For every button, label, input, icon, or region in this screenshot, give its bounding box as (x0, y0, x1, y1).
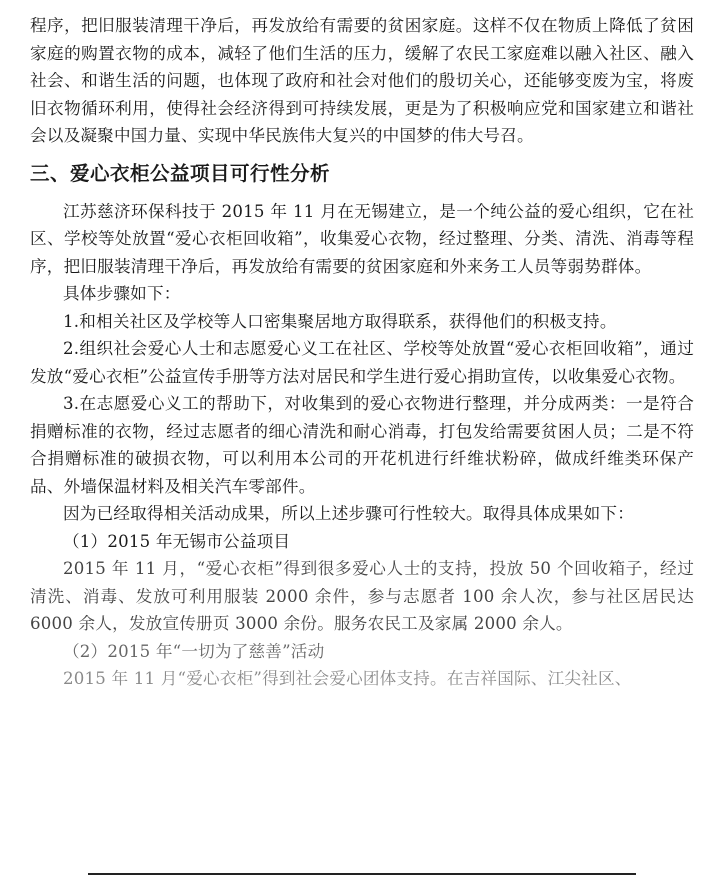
paragraph-step-2: 2.组织社会爱心人士和志愿爱心义工在社区、学校等处放置“爱心衣柜回收箱”，通过发放“爱心衣柜”公益宣传手册等方法对居民和学生进行爱心捐助宣传，以收集爱心衣物。 (30, 339, 694, 386)
paragraph-result-2-body: 2015 年 11 月“爱心衣柜”得到社会爱心团体支持。在吉祥国际、江尖社区、 (63, 669, 632, 688)
paragraph-result-1-title: （1）2015 年无锡市公益项目 (63, 531, 291, 551)
paragraph-organization: 江苏慈济环保科技于 2015 年 11 月在无锡建立，是一个纯公益的爱心组织，它在社区、学校等处放置“爱心衣柜回收箱”，收集爱心衣物，经过整理、分类、清洗、消毒等程序，把旧服装清理干净后，再发放给有需要的贫困家庭和外来务工人员等弱势群体。 (30, 201, 694, 276)
paragraph-results-intro: 因为已经取得相关活动成果，所以上述步骤可行性较大。取得具体成果如下： (63, 504, 634, 523)
document-page (30, 12, 694, 693)
paragraph-steps-intro: 具体步骤如下： (63, 284, 181, 303)
section-heading: 三、爱心衣柜公益项目可行性分析 (30, 161, 331, 185)
paragraph-step-3: 3.在志愿爱心义工的帮助下，对收集到的爱心衣物进行整理，并分成两类：一是符合捐赠标准的衣物，经过志愿者的细心清洗和耐心消毒，打包发给需要贫困人员；二是不符合捐赠标准的破损衣物，可以利用本公司的开花机进行纤维状粉碎，做成纤维类环保产品、外墙保温材料及相关汽车零部件。 (30, 394, 694, 496)
paragraph-result-1-body: 2015 年 11 月，“爱心衣柜”得到很多爱心人士的支持，投放 50 个回收箱子，经过清洗、消毒、发放可利用服装 2000 余件，参与志愿者 100 余人次，参与社区居民达 6000 余人，发放宣传册页 3000 余份。服务农民工及家属 2000 余人。 (30, 559, 694, 633)
paragraph-step-1: 1.和相关社区及学校等人口密集聚居地方取得联系，获得他们的积极支持。 (63, 311, 617, 331)
paragraph-intro-continued: 程序，把旧服装清理干净后，再发放给有需要的贫困家庭。这样不仅在物质上降低了贫困家庭的购置衣物的成本，减轻了他们生活的压力，缓解了农民工家庭难以融入社区、融入社会、和谐生活的问题，也体现了政府和社会对他们的殷切关心，还能够变废为宝，将废旧衣物循环利用，使得社会经济得到可持续发展，更是为了积极响应党和国家建立和谐社会以及凝聚中国力量、实现中华民族伟大复兴的中国梦的伟大号召。 (30, 16, 694, 145)
bottom-divider (88, 873, 636, 875)
paragraph-result-2-title: （2）2015 年“一切为了慈善”活动 (63, 641, 325, 661)
